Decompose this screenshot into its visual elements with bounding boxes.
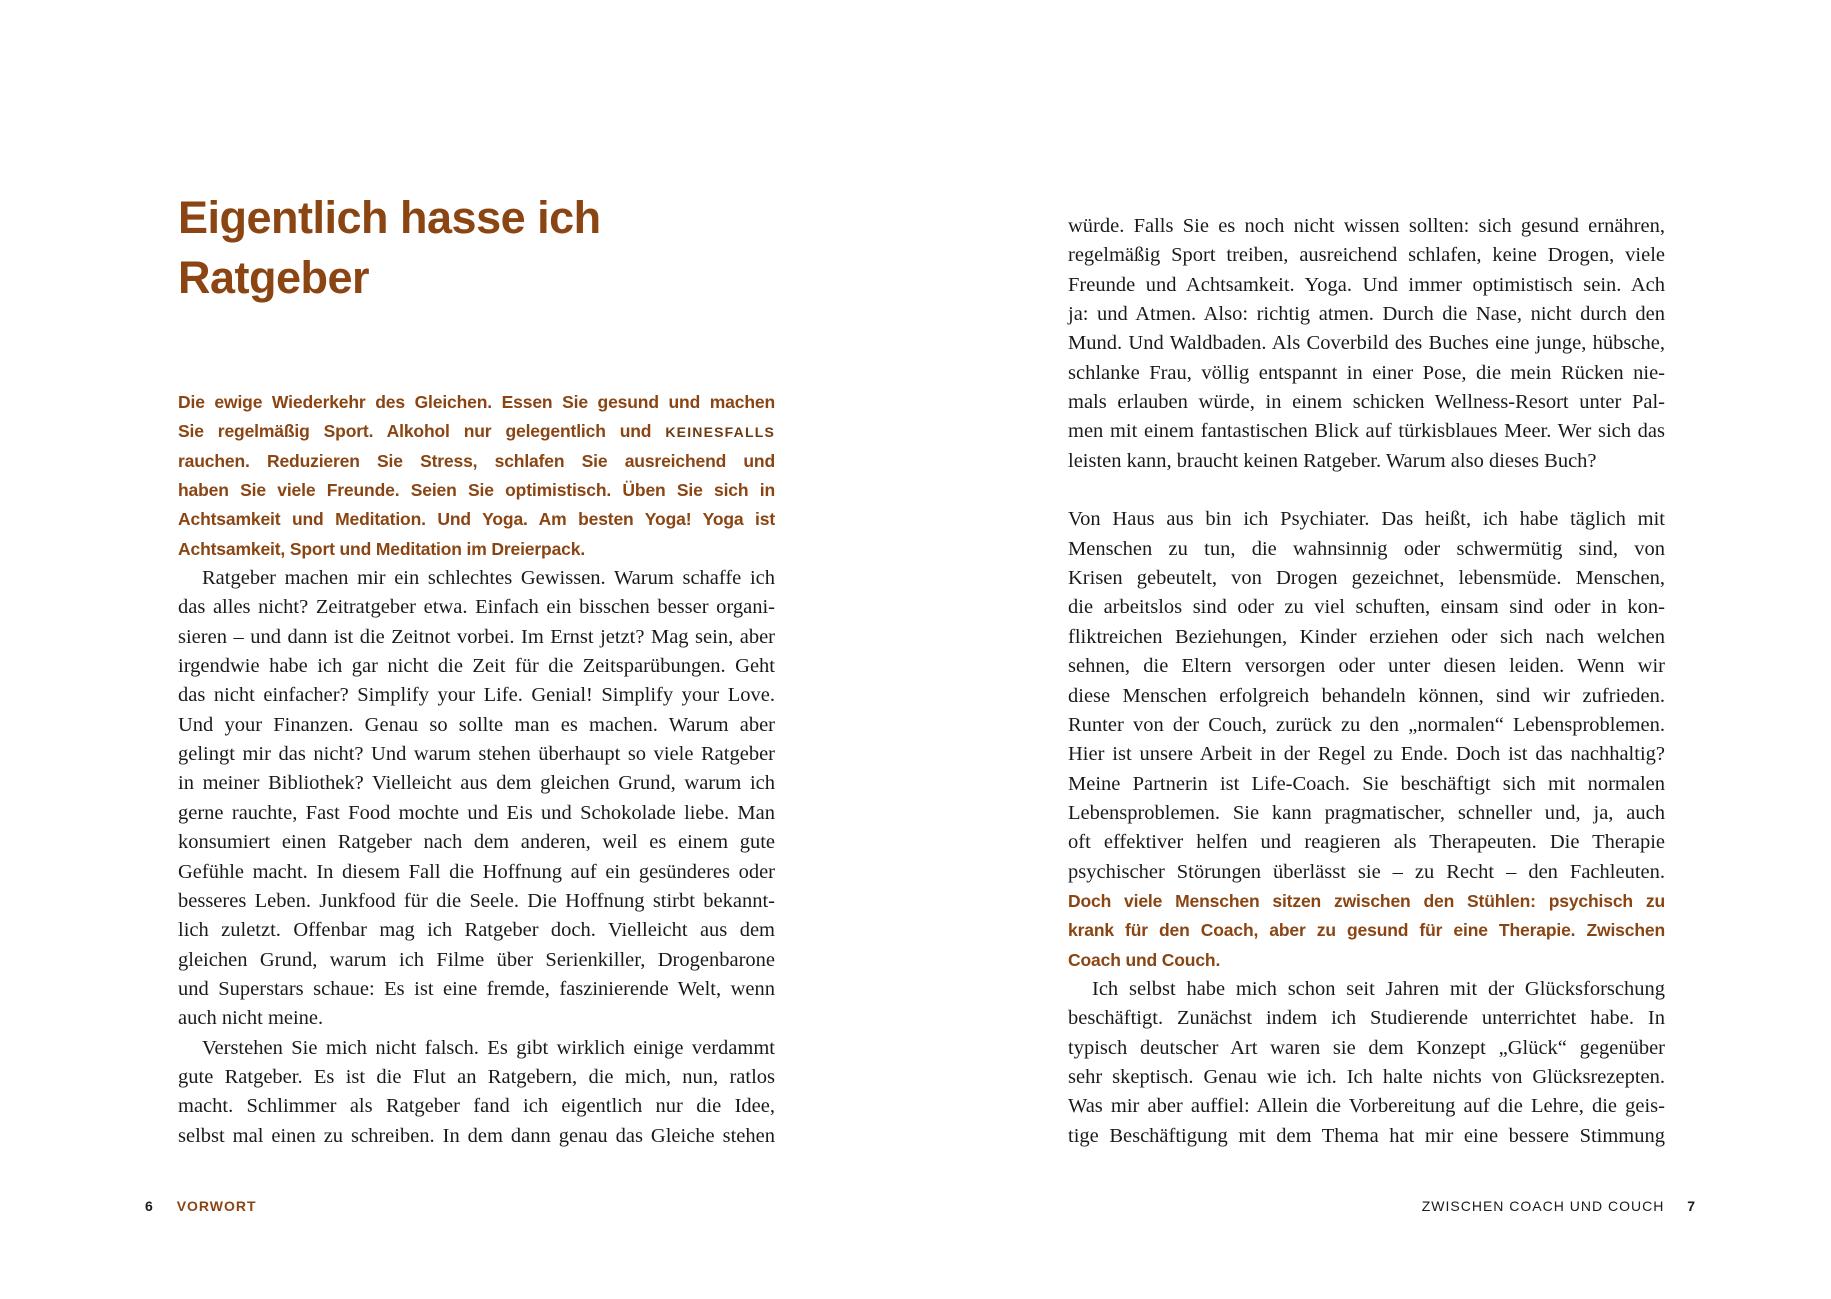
line-text: beschäftigt. Zunächst indem ich Studierende unterrichtet habe. In bbox=[1068, 1007, 1665, 1030]
body-text-line bbox=[178, 1063, 775, 1092]
line-text: gleichen Grund, warum ich Filme über Serienkiller, Drogenbarone bbox=[178, 948, 775, 971]
line-text: konsumiert einen Ratgeber nach dem anderen, weil es einem gute bbox=[178, 831, 775, 854]
page-number: 7 bbox=[1687, 1198, 1696, 1214]
body-text-line bbox=[1068, 564, 1665, 593]
body-text-line bbox=[178, 887, 775, 916]
line-text: Achtsamkeit, Sport und Meditation im Dreierpack. bbox=[178, 538, 586, 559]
line-text: irgendwie habe ich gar nicht die Zeit für die Zeitsparübungen. Geht bbox=[178, 655, 775, 678]
line-text: sieren – und dann ist die Zeitnot vorbei. Im Ernst jetzt? Mag sein, aber bbox=[178, 625, 775, 648]
line-text: Ich selbst habe mich schon seit Jahren mit der Glücksforschung bbox=[1092, 977, 1665, 1000]
line-text: würde. Falls Sie es noch nicht wissen sollten: sich gesund ernähren, bbox=[1068, 215, 1665, 237]
line-text: tige Beschäftigung mit dem Thema hat mir eine bessere Stimmung bbox=[1068, 1124, 1665, 1147]
line-text: diese Menschen erfolgreich behandeln können, sind wir zufrieden. bbox=[1068, 684, 1665, 707]
body-text-line bbox=[178, 916, 775, 945]
right-page-column bbox=[1068, 212, 1665, 1151]
body-text-line bbox=[1068, 535, 1665, 564]
line-text: Achtsamkeit und Meditation. Und Yoga. Am besten Yoga! Yoga ist bbox=[178, 509, 775, 530]
body-text-line bbox=[1068, 1122, 1665, 1151]
line-text: selbst mal einen zu schreiben. In dem dann genau das Gleiche stehen bbox=[178, 1124, 775, 1147]
body-text-line bbox=[1068, 711, 1665, 740]
body-text-line bbox=[1068, 1004, 1665, 1033]
body-text-line bbox=[1068, 417, 1665, 446]
line-text: regelmäßig Sport treiben, ausreichend schlafen, keine Drogen, viele bbox=[1068, 244, 1665, 267]
highlight-text-line bbox=[178, 476, 775, 505]
highlight-text-line bbox=[178, 388, 775, 417]
line-text: Die ewige Wiederkehr des Gleichen. Essen Sie gesund und machen bbox=[178, 392, 775, 412]
line-text: lich zuletzt. Offenbar mag ich Ratgeber doch. Vielleicht aus dem bbox=[178, 919, 775, 942]
line-text: sehnen, die Eltern versorgen oder unter diesen leiden. Wenn wir bbox=[1068, 655, 1665, 678]
body-text-line bbox=[1068, 682, 1665, 711]
line-text: Doch viele Menschen sitzen zwischen den Stühlen: psychisch zu bbox=[1068, 890, 1665, 911]
line-text: Verstehen Sie mich nicht falsch. Es gibt wirklich einige verdammt bbox=[202, 1036, 775, 1059]
highlight-text-line bbox=[178, 535, 775, 564]
chapter-title bbox=[178, 188, 601, 308]
line-text: krank für den Coach, aber zu gesund für eine Therapie. Zwischen bbox=[1068, 920, 1665, 941]
body-text-line bbox=[1068, 828, 1665, 857]
line-text: Von Haus aus bin ich Psychiater. Das heißt, ich habe täglich mit bbox=[1068, 508, 1665, 531]
line-text: typisch deutscher Art waren sie dem Konzept „Glück“ gegenüber bbox=[1068, 1036, 1665, 1059]
small-caps-emphasis: KEINESFALLS bbox=[665, 424, 775, 441]
body-text-line bbox=[1068, 388, 1665, 417]
chapter-title-line: Eigentlich hasse ich bbox=[178, 192, 601, 243]
line-text: haben Sie viele Freunde. Seien Sie optimistisch. Üben Sie sich in bbox=[178, 480, 775, 501]
line-text: leisten kann, braucht keinen Ratgeber. Warum also dieses Buch? bbox=[1068, 449, 1597, 472]
line-text: oft effektiver helfen und reagieren als Therapeuten. Die Therapie bbox=[1068, 831, 1665, 854]
body-text-line bbox=[1068, 1034, 1665, 1063]
body-text-line bbox=[178, 564, 775, 593]
line-text: psychischer Störungen überlässt sie – zu Recht – den Fachleuten. bbox=[1068, 860, 1665, 883]
body-text-line bbox=[178, 1092, 775, 1121]
body-text-line bbox=[1068, 770, 1665, 799]
section-name: VORWORT bbox=[176, 1198, 257, 1214]
line-text: Lebensproblemen. Sie kann pragmatischer, schneller und, ja, auch bbox=[1068, 801, 1665, 824]
line-text: ja: und Atmen. Also: richtig atmen. Durch die Nase, nicht durch den bbox=[1068, 303, 1665, 326]
highlight-text-line bbox=[178, 417, 775, 446]
line-text: Freunde und Achtsamkeit. Yoga. Und immer optimistisch sein. Ach bbox=[1068, 273, 1665, 296]
body-text-line bbox=[1068, 975, 1665, 1004]
body-text-line bbox=[178, 828, 775, 857]
line-text: besseres Leben. Junkfood für die Seele. Die Hoffnung stirbt bekannt- bbox=[178, 889, 775, 912]
body-text-line bbox=[178, 681, 775, 710]
highlight-text-line bbox=[1068, 946, 1665, 975]
body-text-line bbox=[1068, 593, 1665, 622]
line-text: men mit einem fantastischen Blick auf türkisblaues Meer. Wer sich das bbox=[1068, 420, 1665, 443]
body-text-line bbox=[1068, 447, 1665, 476]
line-text: und Superstars schaue: Es ist eine fremde, faszinierende Welt, wenn bbox=[178, 977, 775, 1000]
body-text-line bbox=[1068, 623, 1665, 652]
line-text: die arbeitslos sind oder zu viel schuften, einsam sind oder in kon- bbox=[1068, 596, 1665, 619]
line-text: das nicht einfacher? Simplify your Life. Genial! Simplify your Love. bbox=[178, 684, 775, 707]
line-text: Gefühle macht. In diesem Fall die Hoffnung auf ein gesünderes oder bbox=[178, 860, 775, 883]
section-name: ZWISCHEN COACH UND COUCH bbox=[1421, 1198, 1665, 1214]
left-footer bbox=[145, 1198, 257, 1214]
line-text: auch nicht meine. bbox=[178, 1007, 324, 1030]
line-text: das alles nicht? Zeitratgeber etwa. Einfach ein bisschen besser organi- bbox=[178, 596, 775, 619]
line-text: schlanke Frau, völlig entspannt in einer Pose, die mein Rücken nie- bbox=[1068, 361, 1665, 384]
line-text: gerne rauchte, Fast Food mochte und Eis und Schokolade liebe. Man bbox=[178, 801, 775, 824]
body-text-line bbox=[1068, 799, 1665, 828]
body-text-line bbox=[178, 858, 775, 887]
body-text-line bbox=[178, 1004, 775, 1033]
body-text-line bbox=[1068, 212, 1665, 241]
line-text: Hier ist unsere Arbeit in der Regel zu Ende. Doch ist das nachhaltig? bbox=[1068, 743, 1665, 766]
body-text-line bbox=[178, 975, 775, 1004]
line-text: Coach und Couch. bbox=[1068, 949, 1221, 970]
right-footer bbox=[1422, 1198, 1696, 1214]
highlight-text-line bbox=[1068, 916, 1665, 945]
body-text-line bbox=[178, 652, 775, 681]
body-text-line bbox=[178, 1034, 775, 1063]
line-text: rauchen. Reduzieren Sie Stress, schlafen Sie ausreichend und bbox=[178, 450, 775, 471]
line-text: macht. Schlimmer als Ratgeber fand ich eigentlich nur die Idee, bbox=[178, 1095, 775, 1118]
body-text-line bbox=[1068, 1092, 1665, 1121]
line-text: Menschen zu tun, die wahnsinnig oder schwermütig sind, von bbox=[1068, 537, 1665, 560]
body-text-line bbox=[1068, 300, 1665, 329]
body-text-line bbox=[178, 740, 775, 769]
body-text-line bbox=[1068, 359, 1665, 388]
body-text-line bbox=[178, 623, 775, 652]
line-text: Runter von der Couch, zurück zu den „normalen“ Lebensproblemen. bbox=[1068, 713, 1665, 736]
left-page-column bbox=[178, 388, 775, 1151]
body-text-line bbox=[178, 1122, 775, 1151]
highlight-text-line bbox=[1068, 887, 1665, 916]
line-text: Mund. Und Waldbaden. Als Coverbild des Buches eine junge, hübsche, bbox=[1068, 332, 1665, 355]
chapter-title-line: Ratgeber bbox=[178, 252, 370, 303]
line-text: in meiner Bibliothek? Vielleicht aus dem gleichen Grund, warum ich bbox=[178, 772, 775, 795]
line-text: Meine Partnerin ist Life-Coach. Sie beschäftigt sich mit normalen bbox=[1068, 772, 1665, 795]
line-text: fliktreichen Beziehungen, Kinder erziehen oder sich nach welchen bbox=[1068, 625, 1665, 648]
line-text: Krisen gebeutelt, von Drogen gezeichnet, lebensmüde. Menschen, bbox=[1068, 567, 1665, 590]
body-text-line bbox=[1068, 740, 1665, 769]
body-text-line bbox=[1068, 476, 1665, 505]
body-text-line bbox=[178, 593, 775, 622]
line-text: mals erlauben würde, in einem schicken Wellness-Resort unter Pal- bbox=[1068, 391, 1665, 414]
highlight-text-line bbox=[178, 447, 775, 476]
body-text-line bbox=[1068, 858, 1665, 887]
line-text: Sie regelmäßig Sport. Alkohol nur gelegentlich und bbox=[178, 421, 666, 442]
page-number: 6 bbox=[145, 1198, 154, 1214]
line-text: Ratgeber machen mir ein schlechtes Gewissen. Warum schaffe ich bbox=[202, 567, 775, 590]
line-text: gute Ratgeber. Es ist die Flut an Ratgebern, die mich, nun, ratlos bbox=[178, 1065, 775, 1088]
body-text-line bbox=[1068, 271, 1665, 300]
body-text-line bbox=[1068, 652, 1665, 681]
body-text-line bbox=[178, 711, 775, 740]
body-text-line bbox=[1068, 241, 1665, 270]
body-text-line bbox=[1068, 329, 1665, 358]
body-text-line bbox=[178, 769, 775, 798]
line-text: Was mir aber auffiel: Allein die Vorbereitung auf die Lehre, die geis- bbox=[1068, 1095, 1665, 1118]
line-text: sehr skeptisch. Genau wie ich. Ich halte nichts von Glücksrezepten. bbox=[1068, 1065, 1665, 1088]
body-text-line bbox=[1068, 1063, 1665, 1092]
body-text-line bbox=[178, 946, 775, 975]
line-text: gelingt mir das nicht? Und warum stehen überhaupt so viele Ratgeber bbox=[178, 743, 775, 766]
body-text-line bbox=[1068, 505, 1665, 534]
body-text-line bbox=[178, 799, 775, 828]
highlight-text-line bbox=[178, 505, 775, 534]
line-text: Und your Finanzen. Genau so sollte man es machen. Warum aber bbox=[178, 713, 775, 736]
